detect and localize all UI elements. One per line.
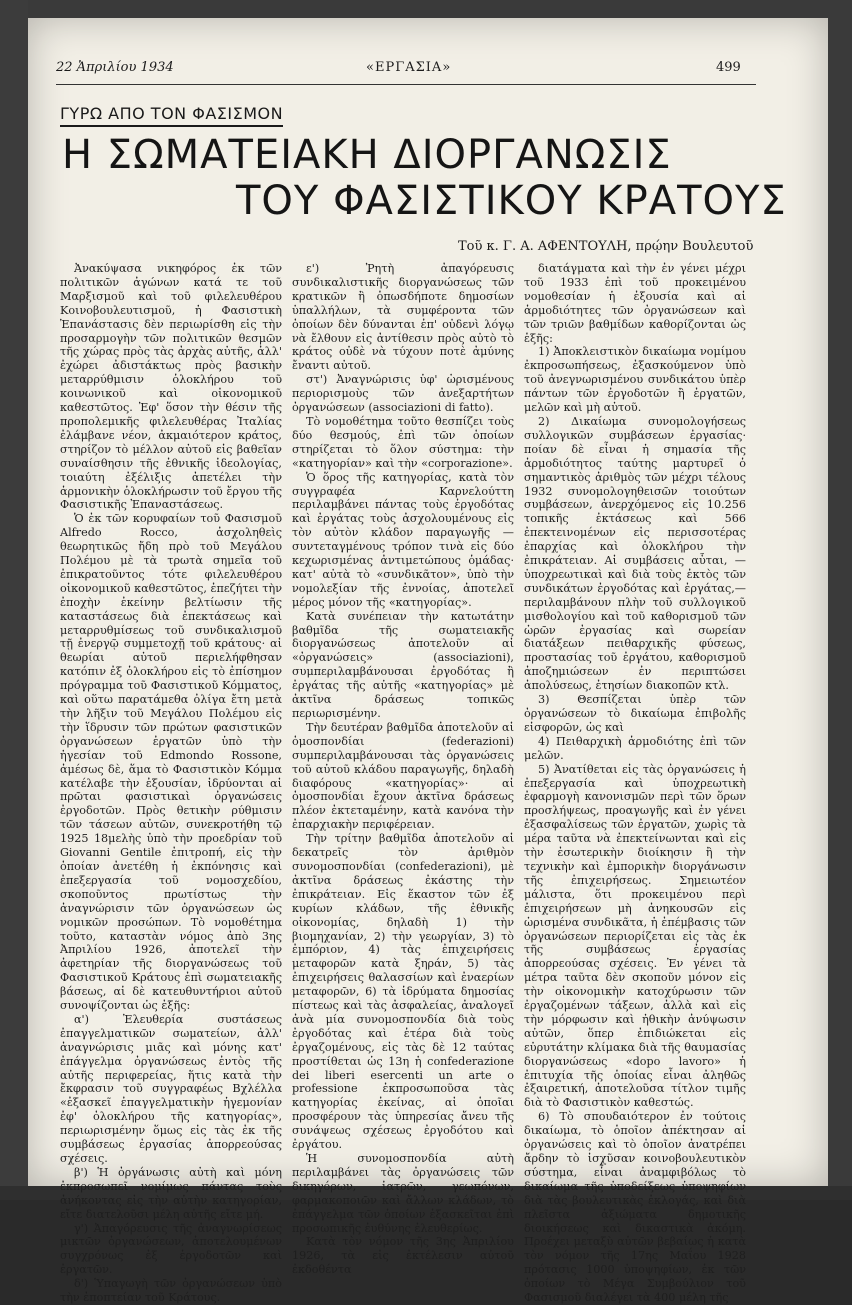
paragraph: α') Ἐλευθερία συστάσεως ἐπαγγελματικῶν σωματείων, ἀλλ' ἀναγνώρισις μιᾶς καὶ μόνης κατ' ἐπάγγελμα ὀργανώσεως ἐντὸς τῆς αὐτῆς περιφερείας, ἥτις κατὰ τὴν ἔκφρασιν τοῦ συγγραφέως Βχλέλλα «ἐξασκεῖ ἐπαγγελματικὴν ἡγεμονίαν ἐφ' ὁλοκλήρου τῆς κατηγορίας», περιωρισμένην ὅμως εἰς τὰς ἐκ τῆς συμβάσεως ἐργασίας ἀπορρεούσας σχέσεις.	[60, 1012, 282, 1165]
paragraph: β') Ἡ ὀργάνωσις αὐτὴ καὶ μόνη ἐκπροσωπεῖ νομίμως πάντας τοὺς ἀνήκοντας εἰς τὴν αὐτὴν κατηγορίαν, εἴτε διατελοῦσι μέλη αὐτῆς εἴτε μή.	[60, 1165, 282, 1221]
paragraph: 1) Ἀποκλειστικὸν δικαίωμα νομίμου ἐκπροσωπήσεως, ἐξασκούμενον ὑπὸ τοῦ ἀνεγνωρισμένου συνδικάτου ὑπὲρ πάντων τῶν ἐργοδοτῶν ἢ ἐργατῶν, μελῶν καὶ μὴ αὐτοῦ.	[524, 345, 746, 415]
paragraph: Κατὰ τὸν νόμον τῆς 3ης Ἀπριλίου 1926, τὰ εἰς ἐκτέλεσιν αὐτοῦ ἐκδοθέντα	[292, 1235, 514, 1277]
paragraph: Κατὰ συνέπειαν τὴν κατωτάτην βαθμῖδα τῆς σωματειακῆς διοργανώσεως ἀποτελοῦν αἱ «ὀργανώσεις» (associazioni), συμπεριλαμβάνουσαι ἐργοδότας ἢ ἐργάτας τῆς αὐτῆς «κατηγορίας» μὲ ἀκτῖνα δράσεως τοπικῶς περιωρισμένην.	[292, 609, 514, 720]
scan-border-top	[0, 0, 852, 18]
paragraph: Τὴν τρίτην βαθμῖδα ἀποτελοῦν αἱ δεκατρεῖς τὸν ἀριθμὸν συνομοσπονδίαι (confederazioni), μὲ ἀκτῖνα δράσεως ἐκάστης τὴν ἐπικράτειαν. Εἰς ἕκαστον τῶν ἐξ κυρίων κλάδων, τῆς ἐθνικῆς οἰκονομίας, δηλαδὴ 1) τὴν βιομηχανίαν, 2) τὴν γεωργίαν, 3) τὸ ἐμπόριον, 4) τὰς ἐπιχειρήσεις μεταφορῶν κατὰ ξηράν, 5) τὰς ἐπιχειρήσεις θαλασσίων καὶ ἐναερίων μεταφορῶν, 6) τὰ ἱδρύματα δημοσίας πίστεως καὶ τὰς ἀσφαλείας, ἀναλογεῖ ἀνὰ μία συνομοσπονδία διὰ τοὺς ἐργοδότας καὶ ἑτέρα διὰ τοὺς ἐργαζομένους, εἰς τὰς δὲ 12 ταύτας προστίθεται ὡς 13η ἡ confederazione dei liberi esercenti un arte o professione ἐκπροσωποῦσα τὰς κατηγορίας ἐκείνας, αἱ ὁποῖαι προσφέρουν τὰς ὑπηρεσίας ἄνευ τῆς συνάψεως σχέσεως ἐργοδότου καὶ ἐργάτου.	[292, 832, 514, 1152]
journal-name: «ΕΡΓΑΣΙΑ»	[366, 60, 452, 75]
paragraph: Τὴν δευτέραν βαθμῖδα ἀποτελοῦν αἱ ὁμοσπονδίαι (federazioni) συμπεριλαμβάνουσαι τὰς ὀργανώσεις τοῦ αὐτοῦ κλάδου παραγωγῆς, δηλαδὴ διαφόρους «κατηγορίας»· αἱ ὁμοσπονδίαι ἔχουν ἀκτῖνα δράσεως πλέον ἐκτεταμένην, κατὰ κανόνα τὴν ἐπαρχιακὴν περιφέρειαν.	[292, 720, 514, 832]
article-title-line-1: Η ΣΩΜΑΤΕΙΑΚΗ ΔΙΟΡΓΑΝΩΣΙΣ	[62, 132, 672, 178]
section-kicker: ΓΥΡΩ ΑΠΟ ΤΟΝ ΦΑΣΙΣΜΟΝ	[60, 104, 283, 127]
paragraph: Ἡ συνομοσπονδία αὐτὴ περιλαμβάνει τὰς ὀργανώσεις τῶν δικηγόρων, ἰατρῶν, γεωπόνων, φαρμακοποιῶν καὶ ἄλλων κλάδων, τὸ ἐπάγγελμα τῶν ὁποίων ἐξασκεῖται ἐπὶ προσωπικῆς ἐυθύνης ἐλευθερίως.	[292, 1152, 514, 1235]
article-title-line-2: ΤΟΥ ΦΑΣΙΣΤΙΚΟΥ ΚΡΑΤΟΥΣ	[236, 178, 787, 224]
text-column-2	[292, 262, 514, 1277]
text-column-3	[524, 262, 746, 1305]
scan-border-left	[0, 0, 28, 1200]
paragraph: ε') Ῥητὴ ἀπαγόρευσις συνδικαλιστικῆς διοργανώσεως τῶν κρατικῶν ἢ ὁπωσδήποτε δημοσίων ὑπαλλήλων, τὰ συμφέροντα τῶν ὁποίων δὲν δύνανται ἐπ' οὐδενὶ λόγῳ νὰ ἔλθουν εἰς ἀντίθεσιν πρὸς αὐτὸ τὸ κράτος οὐδὲ νὰ τύχουν ποτὲ ἀμύνης ἔναντι αὐτοῦ.	[292, 262, 514, 373]
paragraph: στ') Ἀναγνώρισις ὑφ' ὡρισμένους περιορισμοὺς τῶν ἀνεξαρτήτων ὀργανώσεων (associazioni di fatto).	[292, 373, 514, 415]
paragraph: 3) Θεσπίζεται ὑπὲρ τῶν ὀργανώσεων τὸ δικαίωμα ἐπιβολῆς εἰσφορῶν, ὡς καὶ	[524, 693, 746, 734]
book-spine-edge	[828, 0, 852, 1200]
paragraph: διατάγματα καὶ τὴν ἐν γένει μέχρι τοῦ 1933 ἐπὶ τοῦ προκειμένου νομοθεσίαν ἡ ἐξουσία καὶ αἱ ἁρμοδιότητες τῶν ὀργανώσεων καὶ τῶν τριῶν βαθμίδων καθορίζονται ὡς ἑξῆς:	[524, 262, 746, 345]
header-rule	[56, 84, 756, 85]
text-column-1	[60, 262, 282, 1305]
paragraph: Ὁ ἐκ τῶν κορυφαίων τοῦ Φασισμοῦ Alfredo Rocco, ἀσχοληθεὶς θεωρητικῶς ἤδη πρὸ τοῦ Μεγάλου Πολέμου μὲ τὰ τρωτὰ σημεῖα τοῦ ἐπικρατοῦντος τότε φιλελευθέρου οἰκονομικοῦ καθεστῶτος, ἐπεζήτει τὴν ἐποχὴν ἐκείνην βελτίωσιν τῆς καταστάσεως διὰ ἐπεκτάσεως καὶ μεταρρυθμίσεως τοῦ συνδικαλισμοῦ τῇ ἐνεργῷ συμμετοχῇ τοῦ κράτους· αἱ θεωρίαι αὐτοῦ περιελήφθησαν κατόπιν ἐξ ὁλοκλήρου εἰς τὸ ἐπίσημον πρόγραμμα τοῦ Φασιστικοῦ Κόμματος, καὶ οὕτω παρατάμεθα ὀλίγα ἔτη μετὰ τὴν λῆξιν τοῦ Μεγάλου Πολέμου εἰς τὴν ἵδρυσιν τῶν πρώτων φασιστικῶν ὀργανώσεων ἐργατῶν ὑπὸ τὴν ἡγεσίαν τοῦ Edmondo Rossone, ἀμέσως δὲ, ἅμα τὸ Φασιστικὸν Κόμμα κατέλαβε τὴν ἐξουσίαν, ἱδρύονται αἱ πρῶται φασιστικαὶ ὀργανώσεις ἐργοδοτῶν. Πρὸς θετικὴν ρύθμισιν τῶν τάσεων αὐτῶν, συνεκροτήθη τῷ 1925 18μελὴς ὑπὸ τὴν προεδρίαν τοῦ Giovanni Gentile ἐπιτροπή, εἰς τὴν ὁποίαν ἀνετέθη ἡ ἐκπόνησις καὶ ἐπεξεργασία τοῦ νομοσχεδίου, σκοποῦντος πρωτίστως τὴν ἀναγνώρισιν τῶν ὀργανώσεων ὡς νομικῶν προσώπων. Τὸ νομοθέτημα τοῦτο, καταστὰν νόμος ἀπὸ 3ης Ἀπριλίου 1926, ἀποτελεῖ τὴν ἀφετηρίαν τῆς διοργανώσεως τοῦ Φασιστικοῦ Κράτους ἐπὶ σωματειακῆς βάσεως, αἱ δὲ κατευθυντήριοι αὐτοῦ συνοψίζονται ὡς ἑξῆς:	[60, 512, 282, 1013]
paragraph: 2) Δικαίωμα συνομολογήσεως συλλογικῶν συμβάσεων ἐργασίας· ποίαν δὲ εἶναι ἡ σημασία τῆς ἁρμοδιότητος ταύτης μαρτυρεῖ ὁ σημαντικὸς ἀριθμὸς τῶν μέχρι τέλους 1932 συνομολογηθεισῶν τοιούτων συμβάσεων, ἀνερχόμενος εἰς 10.256 τοπικῆς ἐκτάσεως καὶ 566 ἐπεκτεινομένων εἰς περισσοτέρας ἐπαρχίας καὶ ὁλοκλήρου τὴν ἐπικράτειαν. Αἱ συμβάσεις αὗται, —ὑποχρεωτικαὶ καὶ διὰ τοὺς ἐκτὸς τῶν συνδικάτων ἐργοδότας καὶ ἐργάτας,— περιλαμβάνουν πλὴν τοῦ συλλογικοῦ μισθολογίου καὶ τοῦ καθορισμοῦ τῶν ὡρῶν ἐργασίας καὶ σωρείαν διατάξεων πειθαρχικῆς φύσεως, προστασίας τοῦ ἐργάτου, καθορισμοῦ ἀποζημιώσεων ἐν περιπτώσει ἀπολύσεως, ἐτησίων διακοπῶν κτλ.	[524, 414, 746, 693]
header-date: 22 Ἀπριλίου 1934	[56, 60, 174, 75]
paragraph: δ') Ὑπαγωγὴ τῶν ὀργανώσεων ὑπὸ τὴν ἐποπτείαν τοῦ Κράτους.	[60, 1277, 282, 1305]
paragraph: γ') Ἀπαγόρευσις τῆς ἀναγνωρίσεως μικτῶν ὀργανώσεων, ἀποτελουμένων συγχρόνως ἐξ ἐργοδοτῶν καὶ ἐργατῶν.	[60, 1221, 282, 1277]
paragraph: Τὸ νομοθέτημα τοῦτο θεσπίζει τοὺς δύο θεσμούς, ἐπὶ τῶν ὁποίων στηρίζεται τὸ ὅλον σύστημα: τὴν «κατηγορίαν» καὶ τὴν «corporazione».	[292, 414, 514, 470]
paragraph: 5) Ἀνατίθεται εἰς τὰς ὀργανώσεις ἡ ἐπεξεργασία καὶ ὑποχρεωτικὴ ἐφαρμογὴ κανονισμῶν περὶ τῶν ὅρων προσλήψεως, προαγωγῆς καὶ ἐν γένει ἐξασφαλίσεως τῶν ἐργατῶν, χωρὶς τὰ μέρα ταῦτα νὰ ἐπεκτείνωνται καὶ εἰς τὴν ἐσωτερικὴν διοίκησιν ἢ τὴν τεχνικὴν καὶ ἐμπορικὴν διοργάνωσιν τῆς ἐπιχειρήσεως. Σημειωτέον μάλιστα, ὅτι προκειμένου περὶ ἐπιχειρήσεων μὴ ἀνηκουσῶν εἰς ὡρισμένα συνδικᾶτα, ἡ ἐπέμβασις τῶν ὀργανώσεων περιορίζεται εἰς τὰς ἐκ τῆς συμβάσεως ἐργασίας ἀπορρεούσας σχέσεις. Ἐν γένει τὰ μέτρα ταῦτα δὲν σκοποῦν μόνον εἰς τὴν οἰκονομικὴν κατοχύρωσιν τῶν ἐργαζομένων τάξεων, ἀλλὰ καὶ εἰς τὴν μόρφωσιν καὶ ἠθικὴν ἀνύψωσιν αὐτῶν, ὅπερ ἐπιδιώκεται εἰς εὐρυτάτην κλίμακα διὰ τῆς θαυμασίας διοργανώσεως «dopo lavoro» ἡ ἐπιτυχία τῆς ὁποίας εἶναι ἀληθῶς ἐξαιρετική, ἀποτελοῦσα τίτλον τιμῆς διὰ τὸ Φασιστικὸν καθεστώς.	[524, 762, 746, 1110]
paragraph: 6) Τὸ σπουδαιότερον ἐν τούτοις δικαίωμα, τὸ ὁποῖον ἀπέκτησαν αἱ ὀργανώσεις καὶ τὸ ὁποῖον ἀνατρέπει ἄρδην τὸ ἰσχῦσαν κοινοβουλευτικὸν σύστημα, εἶναι ἀναμφιβόλως τὸ δικαίωμα τῆς ὑποδείξεως ὑποψηφίων διὰ τὰς βουλευτικὰς ἐκλογάς, καὶ διὰ πλεῖστα ἀξιώματα δημοτικῆς διοικήσεως καὶ δικαστικὰ ἀκόμη. Προέχει μεταξὺ αὐτῶν βεβαίως ἡ κατὰ τὸν νόμον τῆς 17ης Μαΐου 1928 πρότασις 1000 ὑποψηφίων, ἐκ τῶν ὁποίων τὸ Μέγα Συμβούλιον τοῦ Φασισμοῦ διαλέγει τὰ 400 μέλη τῆς	[524, 1110, 746, 1305]
paragraph: 4) Πειθαρχικὴ ἁρμοδιότης ἐπὶ τῶν μελῶν.	[524, 734, 746, 762]
article-byline: Τοῦ κ. Γ. Α. ΑΦΕΝΤΟΥΛΗ, πρῴην Βουλευτοῦ	[458, 239, 754, 254]
paragraph: Ἀνακύψασα νικηφόρος ἐκ τῶν πολιτικῶν ἀγώνων κατά τε τοῦ Μαρξισμοῦ καὶ τοῦ φιλελευθέρου Κοινοβουλευτισμοῦ, ἡ Φασιστικὴ Ἐπανάστασις δὲν περιωρίσθη εἰς τὴν προσαρμογὴν τῶν πολιτικῶν θεσμῶν τῆς χώρας πρὸς τὰς ἀρχὰς αὐτῆς, ἀλλ' ἐχώρει ἀδιστάκτως πρὸς βασικὴν μεταρρύθμισιν ὁλοκλήρου τοῦ κοινωνικοῦ καὶ οἰκονομικοῦ καθεστῶτος. Ἐφ' ὅσον τὴν θέσιν τῆς προπολεμικῆς φιλελευθέρας Ἰταλίας ἐλάμβανε νέον, ἀκμαιότερον κράτος, στηρίζον τὸ μέλλον αὐτοῦ εἰς βαθεῖαν συναίσθησιν τῆς ἐθνικῆς ἰδεολογίας, τοιαύτη ἐξέλιξις ἀπετέλει τὴν ἁρμονικὴν ὁλοκλήρωσιν τοῦ ἔργου τῆς Φασιστικῆς Ἐπαναστάσεως.	[60, 262, 282, 512]
page-number: 499	[716, 60, 741, 75]
paragraph: Ὁ ὅρος τῆς κατηγορίας, κατὰ τὸν συγγραφέα Καρνελούττη περιλαμβάνει πάντας τοὺς ἐργοδότας καὶ ἐργάτας τοὺς ἀσχολουμένους εἰς τὸν αὐτὸν κλάδον παραγωγῆς —συντεταγμένους τρόπον τινὰ εἰς δύο κεχωρισμένας ἀντιμετώπους ὁμάδας· κατ' αὐτὰ τὸ «συνδικᾶτον», ὑπὸ τὴν νομολεξίαν τῆς ἐννοίας, ἀποτελεῖ μέρος μόνον τῆς «κατηγορίας».	[292, 470, 514, 609]
